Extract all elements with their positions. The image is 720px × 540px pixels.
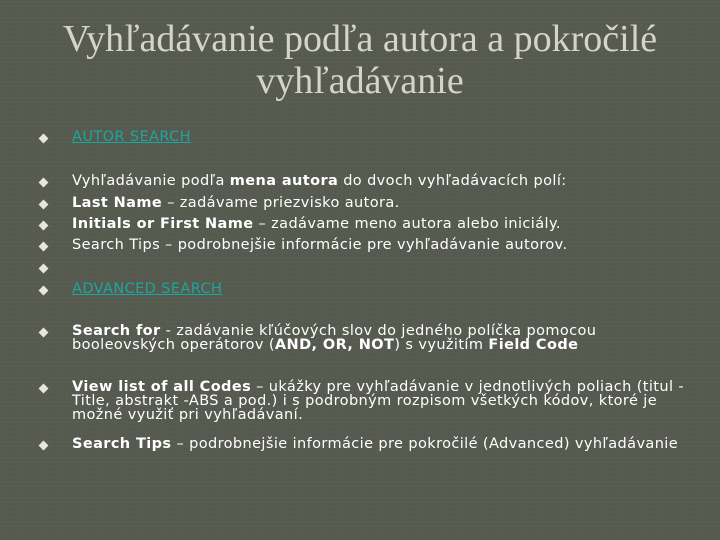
- item-text: ) s využitím: [394, 337, 489, 353]
- item-bold-text: mena autora: [229, 173, 339, 189]
- slide-title-line1: Vyhľadávanie podľa autora a pokročilé: [62, 18, 658, 60]
- item-text: – ukážky pre vyhľadávanie v jednotlivých poliach (titul - Title, abstrakt -ABS a pod.) i s podrobným rozpisom všetkých kódov, ktoré je možné využiť pri vyhľadávaní.: [72, 379, 685, 423]
- slide-title-line2: vyhľadávanie: [256, 60, 464, 102]
- item-text: – zadávame priezvisko autora.: [162, 195, 400, 211]
- item-text: - zadávanie kľúčových slov do jedného políčka pomocou booleovských operátorov (: [72, 323, 597, 353]
- slide-title: [0, 18, 720, 102]
- diamond-bullet-icon: [39, 441, 49, 451]
- diamond-bullet-icon: [39, 286, 49, 296]
- item-bold-text: Initials or First Name: [72, 216, 254, 232]
- item-bold-text: View list of all Codes: [72, 379, 252, 395]
- item-text: – podrobnejšie informácie pre pokročilé (Advanced) vyhľadávanie: [171, 436, 679, 452]
- advanced-search-link[interactable]: ADVANCED SEARCH: [72, 281, 223, 297]
- diamond-bullet-icon: [39, 178, 49, 188]
- item-bold-text: AND, OR, NOT: [274, 337, 395, 353]
- diamond-bullet-icon: [39, 384, 49, 394]
- diamond-bullet-icon: [39, 134, 49, 144]
- author-search-link[interactable]: AUTOR SEARCH: [72, 129, 191, 145]
- item-bold-text: Search Tips: [72, 436, 172, 452]
- diamond-bullet-icon: [39, 264, 49, 274]
- diamond-bullet-icon: [39, 242, 49, 252]
- item-bold-text: Search for: [72, 323, 161, 339]
- diamond-bullet-icon: [39, 221, 49, 231]
- item-text: Vyhľadávanie podľa: [72, 173, 230, 189]
- diamond-bullet-icon: [39, 328, 49, 338]
- diamond-bullet-icon: [39, 200, 49, 210]
- item-text: Search Tips – podrobnejšie informácie pre vyhľadávanie autorov.: [72, 237, 568, 253]
- item-text: do dvoch vyhľadávacích polí:: [338, 173, 567, 189]
- item-text: – zadávame meno autora alebo iniciály.: [253, 216, 561, 232]
- item-bold-text: Last Name: [72, 195, 163, 211]
- item-bold-text: Field Code: [488, 337, 579, 353]
